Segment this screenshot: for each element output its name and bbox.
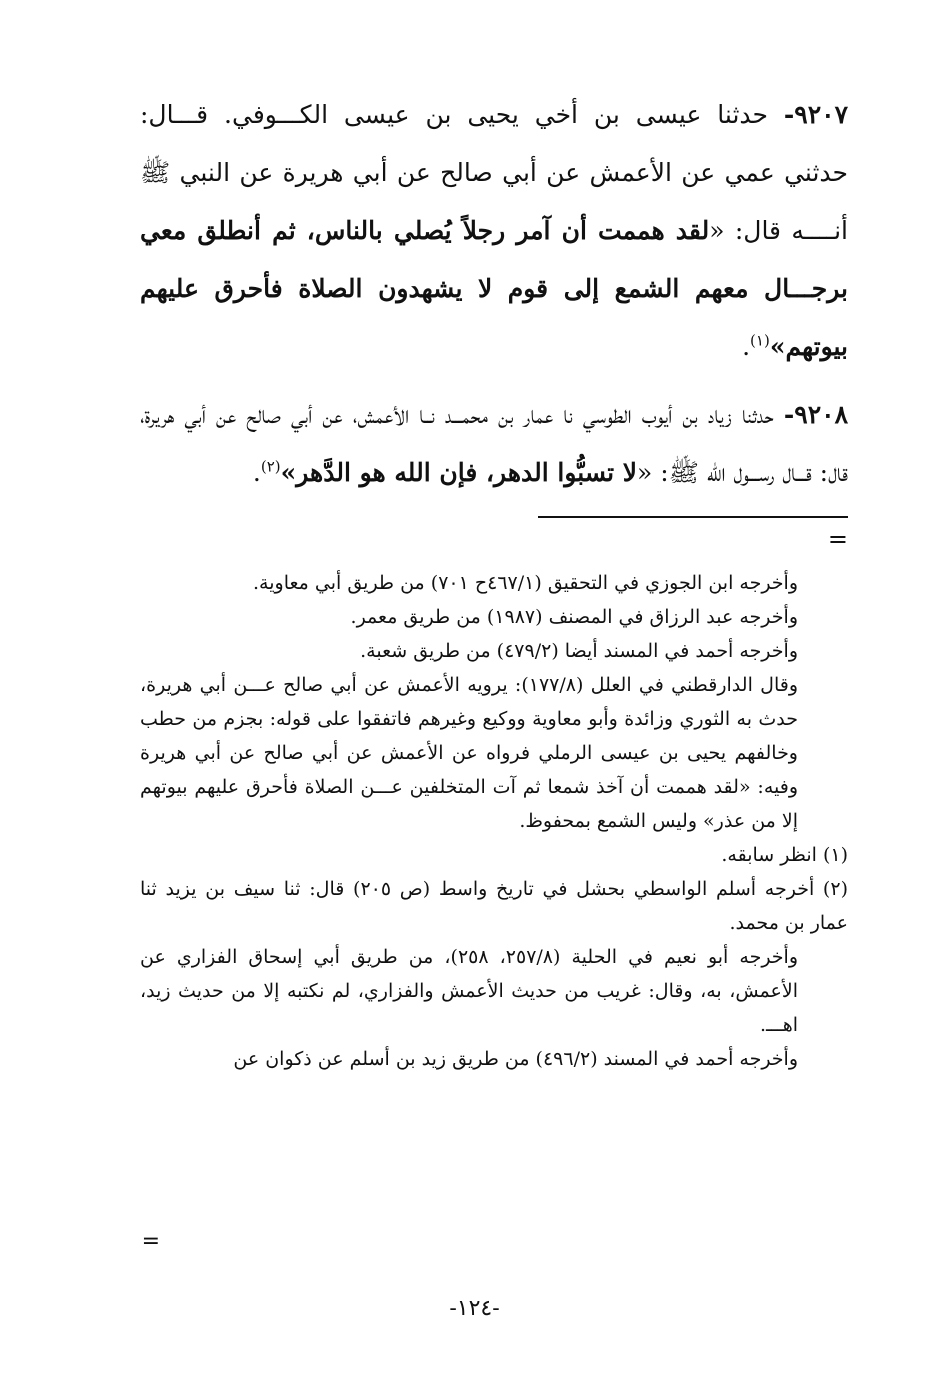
hadith-number: ٩٢٠٧- bbox=[783, 100, 848, 129]
note-line: وأخرجه ابن الجوزي في التحقيق (٤٦٧/١ح ٧٠١) من طريق أبي معاوية. bbox=[253, 572, 798, 594]
main-text bbox=[140, 86, 848, 502]
hadith-9208 bbox=[140, 386, 848, 502]
footnote-ref[interactable]: (٢) bbox=[260, 457, 281, 476]
quote-close: » bbox=[769, 332, 786, 361]
footnote-separator bbox=[538, 516, 848, 518]
continuation-mark-end: = bbox=[141, 1229, 160, 1254]
period: . bbox=[742, 332, 751, 361]
note-line: وأخرجه أحمد في المسند أيضا (٤٧٩/٢) من طريق شعبة. bbox=[360, 640, 798, 662]
page bbox=[140, 86, 848, 1254]
hadith-9207 bbox=[140, 86, 848, 376]
hadith-isnad: حدثنا عيسى بن أخي يحيى بن عيسى الكـــوفي. قـــال: حدثني عمي عن الأعمش عن أبي صالح عن أبي هريرة عن النبي ﷺ أنــــه قال: « bbox=[140, 100, 848, 245]
hadith-number: ٩٢٠٨- bbox=[783, 400, 848, 429]
footnotes bbox=[140, 566, 848, 1076]
hadith-matn: لقد هممت أن آمر رجلاً يُصلي بالناس، ثم أنطلق معي برجـــال معهم الشمع إلى قوم لا يشهدون الصلاة فأحرق عليهم بيوتهم bbox=[140, 216, 848, 361]
note-line: وأخرجه عبد الرزاق في المصنف (١٩٨٧) من طريق معمر. bbox=[350, 606, 798, 628]
footnote-1: (١) انظر سابقه. bbox=[721, 844, 848, 866]
note-line: وأخرجه أبو نعيم في الحلية (٢٥٧/٨، ٢٥٨)، من طريق أبي إسحاق الفزاري عن الأعمش، به، وقال: غريب من حديث الأعمش والفزاري، لم نكتبه إلا من حديث زيد، اهـــ. bbox=[140, 946, 799, 1036]
page-number: -١٢٤- bbox=[449, 1296, 500, 1321]
note-line: وقال الدارقطني في العلل (١٧٧/٨): يرويه الأعمش عن أبي صالح عـــن أبي هريرة، حدث به الثوري وزائدة وأبو معاوية ووكيع وغيرهم فاتفقوا على قوله: بجزم من حطب وخالفهم يحيى بن عيسى الرملي فرواه عن الأعمش عن أبي صالح عن أبي هريرة وفيه: «لقد هممت أن آخذ شمعا ثم آت المتخلفين عـــن الصلاة فأحرق عليهم بيوتهم إلا من عذر» وليس الشمع بمحفوظ. bbox=[140, 674, 798, 832]
hadith-matn: لا تسبُّوا الدهر، فإن الله هو الدَّهر bbox=[296, 458, 638, 487]
hadith-isnad: حدثنا زياد بن أيوب الطوسي نا عمار بن محمـــد نــا الأعمش، عن أبي صالح عن أبي هريرة، قال: قـــال رســـول الله ﷺ: « bbox=[140, 400, 848, 487]
continuation-mark: = bbox=[827, 525, 848, 553]
period: . bbox=[252, 458, 261, 487]
footnote-ref[interactable]: (١) bbox=[750, 331, 770, 350]
quote-close: » bbox=[280, 458, 297, 487]
footnote-2: (٢) أخرجه أسلم الواسطي بحشل في تاريخ واسط (ص ٢٠٥) قال: ثنا سيف بن يزيد ثنا عمار بن محمد. bbox=[140, 878, 848, 934]
note-line: وأخرجه أحمد في المسند (٤٩٦/٢) من طريق زيد بن أسلم عن ذكوان عن bbox=[233, 1048, 798, 1070]
